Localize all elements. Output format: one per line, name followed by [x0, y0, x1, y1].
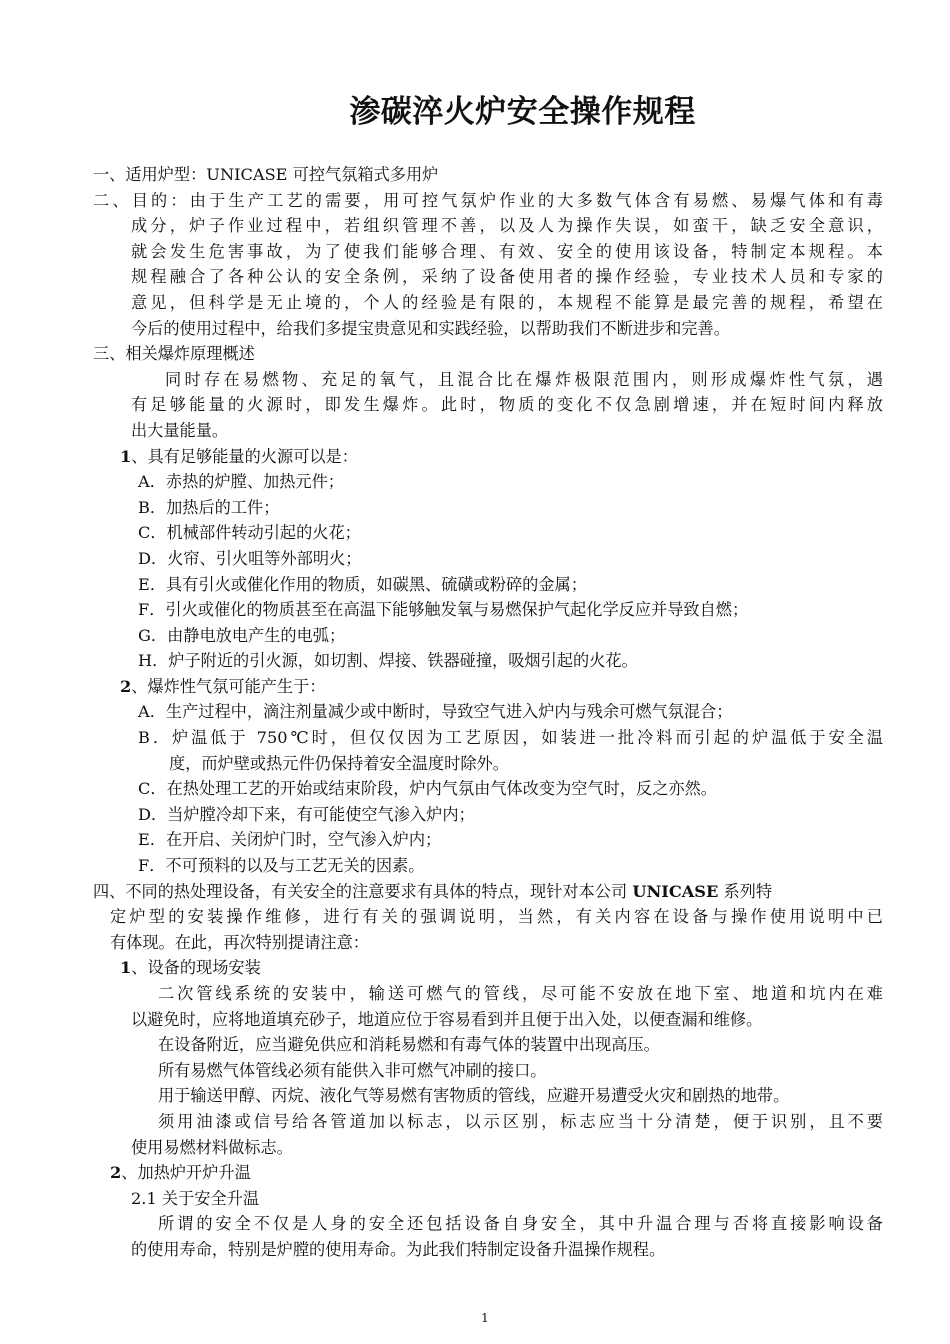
list-item: F．引火或催化的物质甚至在高温下能够触发氧与易燃保护气起化学反应并导致自燃； — [138, 600, 749, 620]
paragraph-line: 所谓的安全不仅是人身的安全还包括设备自身安全，其中升温合理与否将直接影响设备 — [158, 1214, 883, 1234]
section-4-text: 系列特 — [723, 881, 773, 901]
list-item: E．在开启、关闭炉门时，空气渗入炉内； — [138, 830, 442, 850]
subsection-heading — [0, 1160, 950, 1186]
subsection-label: 、具有足够能量的火源可以是： — [131, 446, 358, 466]
subsection-heading — [0, 444, 950, 470]
document-title: 渗碳淬火炉安全操作规程 — [349, 94, 696, 130]
paragraph-line: 二次管线系统的安装中，输送可燃气的管线，尽可能不安放在地下室、地道和坑内在难 — [158, 984, 883, 1003]
list-item: B．加热后的工件； — [138, 497, 280, 517]
list-item: 度，而炉壁或热元件仍保持着安全温度时除外。 — [169, 753, 509, 773]
section-2-line: 今后的使用过程中，给我们多提宝贵意见和实践经验，以帮助我们不断进步和完善。 — [131, 318, 730, 338]
list-item: A．生产过程中，滴注剂量减少或中断时，导致空气进入炉内与残余可燃气氛混合； — [138, 702, 733, 722]
section-4-line: 定炉型的安装操作维修，进行有关的强调说明，当然，有关内容在设备与操作使用说明中已 — [110, 907, 883, 927]
subsection-heading — [0, 955, 950, 981]
subsection-number: 1 — [120, 958, 132, 978]
section-2-line: 意见，但科学是无止境的，个人的经验是有限的，本规程不能算是最完善的规程，希望在 — [131, 292, 883, 312]
subsection-number: 2 — [110, 1163, 122, 1183]
paragraph-line: 所有易燃气体管线必须有能供入非可燃气冲刷的接口。 — [158, 1060, 547, 1080]
list-item: C．机械部件转动引起的火花； — [138, 523, 361, 543]
section-2-line: 规程融合了各种公认的安全条例，采纳了设备使用者的操作经验，专业技术人员和专家的 — [131, 267, 883, 287]
paragraph-line: 须用油漆或信号给各管道加以标志，以示区别，标志应当十分清楚，便于识别，且不要 — [158, 1111, 883, 1131]
subsection-label: 、加热炉开炉升温 — [121, 1163, 251, 1183]
section-3-heading: 三、相关爆炸原理概述 — [93, 344, 255, 364]
page-number: 1 — [481, 1311, 489, 1325]
paragraph-line: 在设备附近，应当避免供应和消耗易燃和有毒气体的装置中出现高压。 — [158, 1035, 660, 1055]
subsection-number: 1 — [120, 446, 132, 466]
list-item: E．具有引火或催化作用的物质，如碳黑、硫磺或粉碎的金属； — [138, 574, 587, 594]
section-2-line: 就会发生危害事故，为了使我们能够合理、有效、安全的使用该设备，特制定本规程。本 — [131, 241, 883, 261]
subsection-label: 、设备的现场安装 — [131, 958, 261, 978]
subsection-number: 2 — [120, 676, 132, 696]
list-item: D．火帘、引火咀等外部明火； — [138, 548, 362, 568]
list-item: A．赤热的炉膛、加热元件； — [138, 472, 344, 492]
section-3-paragraph: 出大量能量。 — [131, 420, 229, 440]
section-4-line: 有体现。在此，再次特别提请注意： — [110, 932, 369, 952]
section-4-text: 四、不同的热处理设备，有关安全的注意要求有具体的特点，现针对本公司 — [93, 881, 628, 901]
document-body — [0, 162, 950, 1263]
section-1-line: 一、适用炉型：UNICASE 可控气氛箱式多用炉 — [93, 165, 439, 184]
paragraph-line: 用于输送甲醇、丙烷、液化气等易燃有害物质的管线，应避开易遭受火灾和剧热的地带。 — [158, 1086, 790, 1106]
section-4-line — [0, 879, 950, 905]
list-item: H．炉子附近的引火源，如切割、焊接、铁器碰撞，吸烟引起的火花。 — [138, 651, 638, 671]
paragraph-line: 以避免时，应将地道填充砂子，地道应位于容易看到并且便于出入处，以便查漏和维修。 — [131, 1009, 763, 1029]
brand-name: UNICASE — [632, 881, 719, 901]
section-3-paragraph: 有足够能量的火源时，即发生爆炸。此时，物质的变化不仅急剧增速，并在短时间内释放 — [131, 395, 883, 415]
list-item: B．炉温低于 750℃时，但仅仅因为工艺原因，如装进一批冷料而引起的炉温低于安全温 — [138, 728, 883, 748]
paragraph-line: 使用易燃材料做标志。 — [131, 1137, 293, 1157]
subsection-label: 、爆炸性气氛可能产生于： — [131, 676, 326, 696]
section-2-line: 成分，炉子作业过程中，若组织管理不善，以及人为操作失误，如蛮干，缺乏安全意识， — [131, 216, 883, 236]
list-item: C．在热处理工艺的开始或结束阶段，炉内气氛由气体改变为空气时，反之亦然。 — [138, 779, 717, 799]
list-item: G．由静电放电产生的电弧； — [138, 625, 346, 645]
list-item: F．不可预料的以及与工艺无关的因素。 — [138, 856, 425, 876]
list-item: D．当炉膛冷却下来，有可能使空气渗入炉内； — [138, 804, 475, 824]
paragraph-line: 的使用寿命，特别是炉膛的使用寿命。为此我们特制定设备升温操作规程。 — [131, 1239, 666, 1259]
sub-subsection-heading: 2.1 关于安全升温 — [131, 1188, 260, 1208]
section-2-line: 二、目的：由于生产工艺的需要，用可控气氛炉作业的大多数气体含有易燃、易爆气体和有毒 — [93, 190, 883, 210]
section-3-paragraph: 同时存在易燃物、充足的氧气，且混合比在爆炸极限范围内，则形成爆炸性气氛，遇 — [165, 369, 883, 389]
subsection-heading — [0, 674, 950, 700]
